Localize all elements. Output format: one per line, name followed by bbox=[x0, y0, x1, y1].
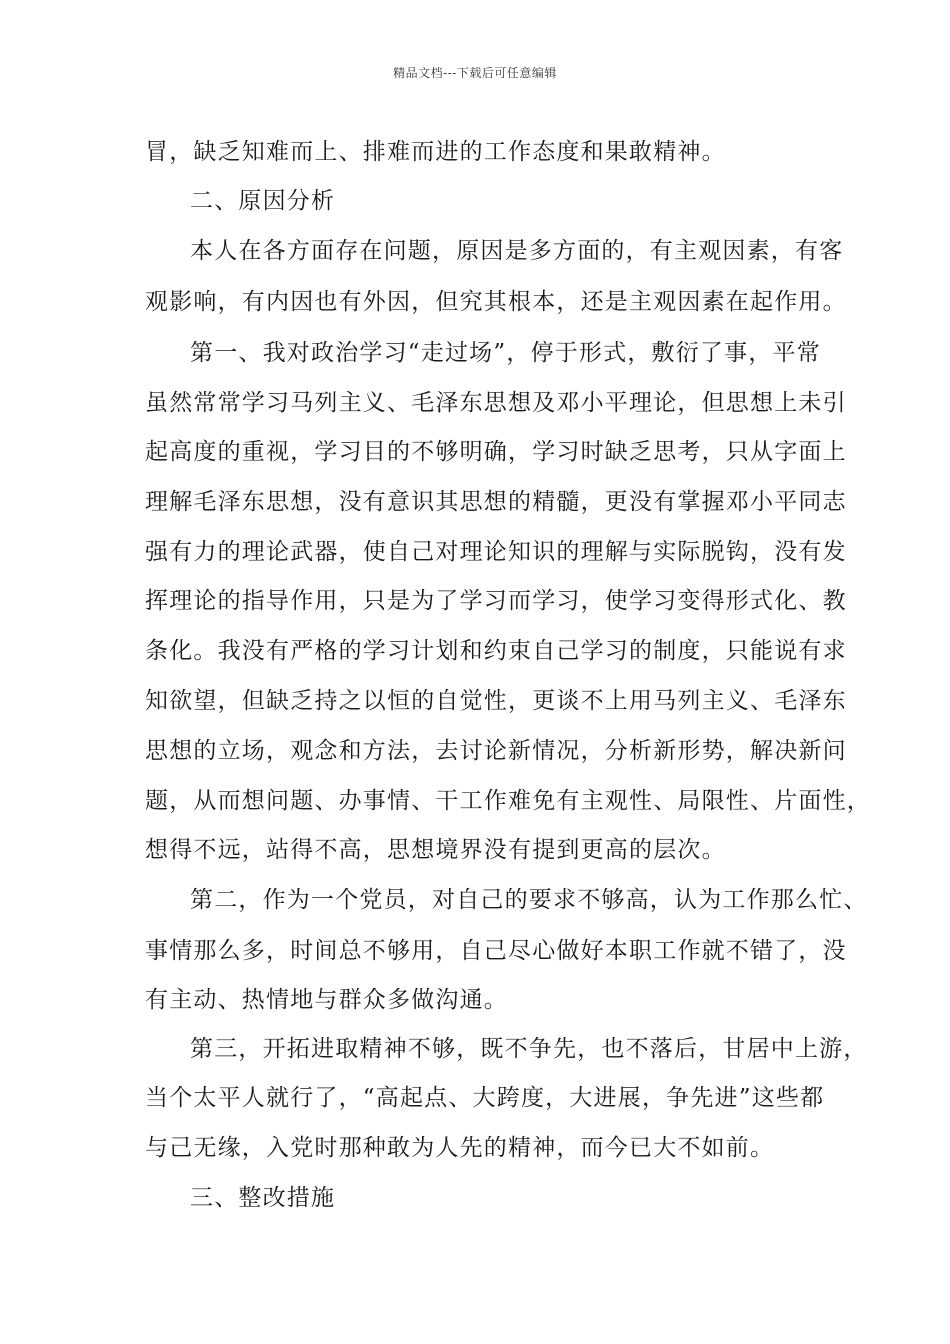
text-line: 当个太平人就行了，“高起点、大跨度，大进展，争先进”这些都 bbox=[145, 1085, 825, 1111]
text-line: 有主动、热情地与群众多做沟通。 bbox=[145, 987, 508, 1013]
text-line: 思想的立场，观念和方法，去讨论新情况，分析新形势，解决新问 bbox=[145, 738, 847, 764]
text-line: 本人在各方面存在问题，原因是多方面的，有主观因素，有客 bbox=[190, 238, 844, 264]
text-line: 第一、我对政治学习“走过场”，停于形式，敷衍了事，平常 bbox=[190, 340, 821, 366]
text-line: 事情那么多，时间总不够用，自己尽心做好本职工作就不错了，没 bbox=[145, 938, 847, 964]
section-heading: 三、整改措施 bbox=[190, 1185, 336, 1211]
text-line: 想得不远，站得不高，思想境界没有提到更高的层次。 bbox=[145, 837, 726, 863]
text-line: 起高度的重视，学习目的不够明确，学习时缺乏思考，只从字面上 bbox=[145, 439, 847, 465]
text-line: 冒，缺乏知难而上、排难而进的工作态度和果敢精神。 bbox=[145, 139, 726, 165]
text-line: 虽然常常学习马列主义、毛泽东思想及邓小平理论，但思想上未引 bbox=[145, 390, 847, 416]
text-line: 理解毛泽东思想，没有意识其思想的精髓，更没有掌握邓小平同志 bbox=[145, 489, 847, 515]
text-line: 第二，作为一个党员，对自己的要求不够高，认为工作那么忙、 bbox=[190, 887, 868, 913]
text-line: 与己无缘，入党时那种敢为人先的精神，而今已大不如前。 bbox=[145, 1135, 775, 1161]
section-heading: 二、原因分析 bbox=[190, 188, 336, 214]
page-header: 精品文档---下载后可任意编辑 bbox=[393, 66, 557, 80]
text-line: 观影响，有内因也有外因，但究其根本，还是主观因素在起作用。 bbox=[145, 289, 847, 315]
text-line: 第三，开拓进取精神不够，既不争先，也不落后，甘居中上游， bbox=[190, 1036, 868, 1062]
text-line: 强有力的理论武器，使自己对理论知识的理解与实际脱钩，没有发 bbox=[145, 539, 847, 565]
text-line: 知欲望，但缺乏持之以恒的自觉性，更谈不上用马列主义、毛泽东 bbox=[145, 688, 847, 714]
text-line: 题，从而想问题、办事情、干工作难免有主观性、局限性、片面性， bbox=[145, 788, 871, 814]
text-line: 条化。我没有严格的学习计划和约束自己学习的制度，只能说有求 bbox=[145, 638, 847, 664]
text-line: 挥理论的指导作用，只是为了学习而学习，使学习变得形式化、教 bbox=[145, 588, 847, 614]
